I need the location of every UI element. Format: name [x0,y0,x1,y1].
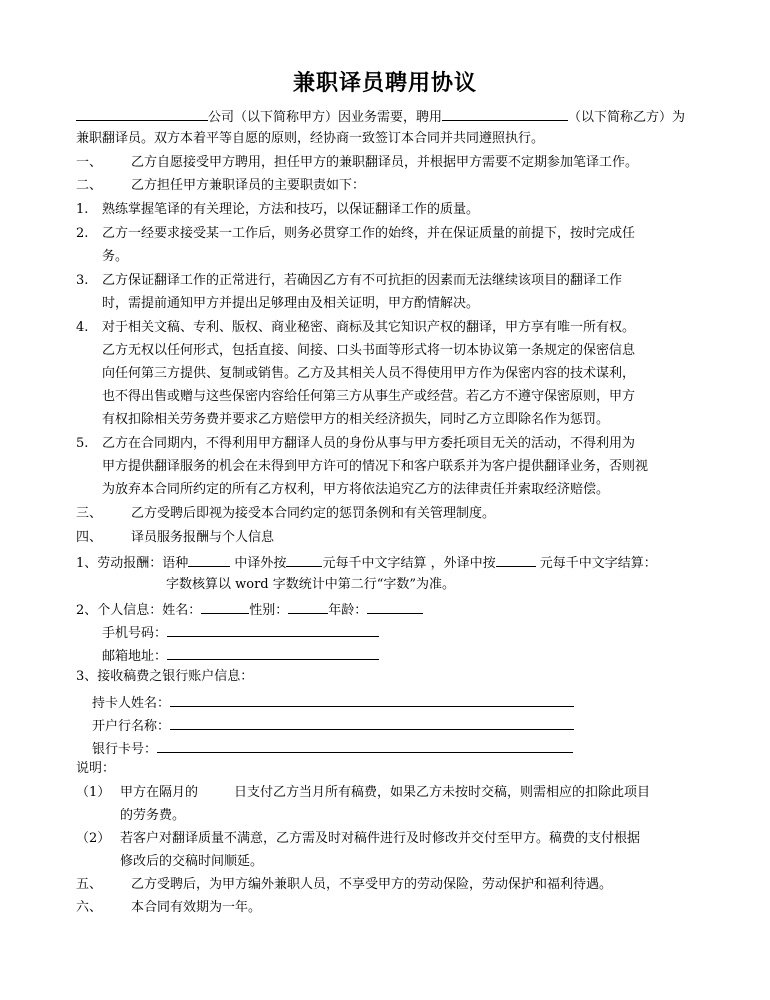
bank-name-blank[interactable] [170,715,574,730]
cardholder-blank[interactable] [170,692,574,707]
duty-3-text-2: 时，需提前通知甲方并提出足够理由及相关证明，甲方酌情解决。 [102,296,480,311]
duty-5-text-2: 甲方提供翻译服务的机会在未得到甲方许可的情况下和客户联系并为客户提供翻译业务，否则视 [102,459,649,474]
note-2-line-2: 修改后的交稿时间顺延。 [120,854,264,869]
cardholder-label: 持卡人姓名： [92,696,171,711]
duty-3-text-1: 乙方保证翻译工作的正常进行，若确因乙方有不可抗拒的因素而无法继续该项目的翻译工作 [102,273,623,288]
phone-label: 手机号码： [102,626,168,641]
zh-to-foreign-rate-blank[interactable] [286,552,322,567]
pay-label: 1、劳动报酬：语种 [76,556,189,571]
name-label: 2、个人信息：姓名： [76,603,202,618]
bank-name-line [92,715,574,733]
duty-2-text-1: 乙方一经要求接受某一工作后，则务必贯穿工作的始终，并在保证质量的前提下，按时完成任 [102,226,636,241]
pay-line-end: 元每千中文字结算： [539,556,657,571]
word-count-note: 字数核算以 word 字数统计中第二行“字数”为准。 [166,577,456,592]
section-1-text: 乙方自愿接受甲方聘用，担任甲方的兼职翻译员，并根据甲方需要不定期参加笔译工作。 [131,155,639,170]
email-line [102,645,379,663]
duty-5-number: 5. [76,436,89,451]
note-1-line-1 [120,784,650,802]
duty-4-text-3: 向任何第三方提供、复制或销售。乙方及其相关人员不得使用甲方作为保密内容的技术谋利， [102,366,636,381]
note-1-text-b: 日支付乙方当月所有稿费，如果乙方未按时交稿，则需相应的扣除此项目 [234,785,651,800]
duty-2-text-2: 务。 [102,249,129,264]
note-2-line-1: 若客户对翻译质量不满意，乙方需及时对稿件进行及时修改并交付至甲方。稿费的支付根据 [120,831,641,846]
card-number-blank[interactable] [157,738,573,753]
section-2-number: 二、 [76,178,103,193]
email-blank[interactable] [167,645,379,660]
duty-5-text-3: 为放弃本合同所约定的所有乙方权利，甲方将依法追究乙方的法律责任并索取经济赔偿。 [102,482,610,497]
intro-line-2: 兼职翻译员。双方本着平等自愿的原则，经协商一致签订本合同并共同遵照执行。 [76,131,545,146]
duty-4-text-1: 对于相关文稿、专利、版权、商业秘密、商标及其它知识产权的翻译，甲方享有唯一所有权。 [102,320,636,335]
duty-2-number: 2. [76,226,89,241]
section-3-text: 乙方受聘后即视为接受本合同约定的惩罚条例和有关管理制度。 [131,506,496,521]
company-blank[interactable] [76,106,208,121]
section-5-text: 乙方受聘后，为甲方编外兼职人员，不享受甲方的劳动保险，劳动保护和福利待遇。 [131,877,613,892]
email-label: 邮箱地址： [102,649,168,664]
section-2-text: 乙方担任甲方兼职译员的主要职责如下： [131,178,366,193]
bank-name-label: 开户行名称： [92,719,171,734]
zh-to-foreign-label: 中译外按 [234,556,287,571]
duty-4-number: 4. [76,320,89,335]
notes-label: 说明： [76,761,116,776]
intro-text-1-end: （以下简称乙方）为 [568,110,686,125]
employee-blank[interactable] [442,106,568,121]
duty-4-text-4: 也不得出售或赠与这些保密内容给任何第三方从事生产或经营。若乙方不遵守保密原则，甲方 [102,389,636,404]
intro-text-1: 公司（以下简称甲方）因业务需要，聘用 [208,110,443,125]
pay-line [76,552,657,570]
foreign-to-zh-rate-blank[interactable] [496,552,536,567]
duty-5-text-1: 乙方在合同期内，不得利用甲方翻译人员的身份从事与甲方委托项目无关的活动，不得利用为 [102,436,636,451]
bank-info-heading: 3、接收稿费之银行账户信息： [76,669,254,684]
note-1-number: （1） [76,785,111,800]
note-1-line-2: 的劳务费。 [120,808,186,823]
card-number-label: 银行卡号： [92,742,158,757]
note-2-number: （2） [76,831,111,846]
section-1-number: 一、 [76,155,103,170]
duty-4-text-2: 乙方无权以任何形式，包括直接、间接、口头书面等形式将一切本协议第一条规定的保密信息 [102,343,636,358]
duty-1-text: 熟练掌握笔译的有关理论，方法和技巧，以保证翻译工作的质量。 [102,202,480,217]
note-1-text-a: 甲方在隔月的 [120,785,199,800]
phone-blank[interactable] [167,622,379,637]
phone-line [102,622,379,640]
section-6-text: 本合同有效期为一年。 [131,900,262,915]
section-4-number: 四、 [76,530,103,545]
cardholder-line [92,692,574,710]
name-blank[interactable] [201,599,249,614]
duty-3-number: 3. [76,273,89,288]
section-3-number: 三、 [76,506,103,521]
section-5-number: 五、 [76,877,103,892]
document-title: 兼职译员聘用协议 [292,71,477,96]
section-4-text: 译员服务报酬与个人信息 [131,530,275,545]
gender-label: 性别： [249,603,289,618]
personal-info-line [76,599,423,617]
duty-1-number: 1. [76,202,89,217]
foreign-to-zh-label: 元每千中文字结算 ，外译中按 [322,556,496,571]
language-blank[interactable] [188,552,230,567]
card-number-line [92,738,573,756]
age-blank[interactable] [367,599,423,614]
duty-4-text-5: 有权扣除相关劳务费并要求乙方赔偿甲方的相关经济损失，同时乙方立即除名作为惩罚。 [102,412,610,427]
age-label: 年龄： [328,603,368,618]
gender-blank[interactable] [288,599,328,614]
intro-line-1 [76,106,685,124]
section-6-number: 六、 [76,900,103,915]
